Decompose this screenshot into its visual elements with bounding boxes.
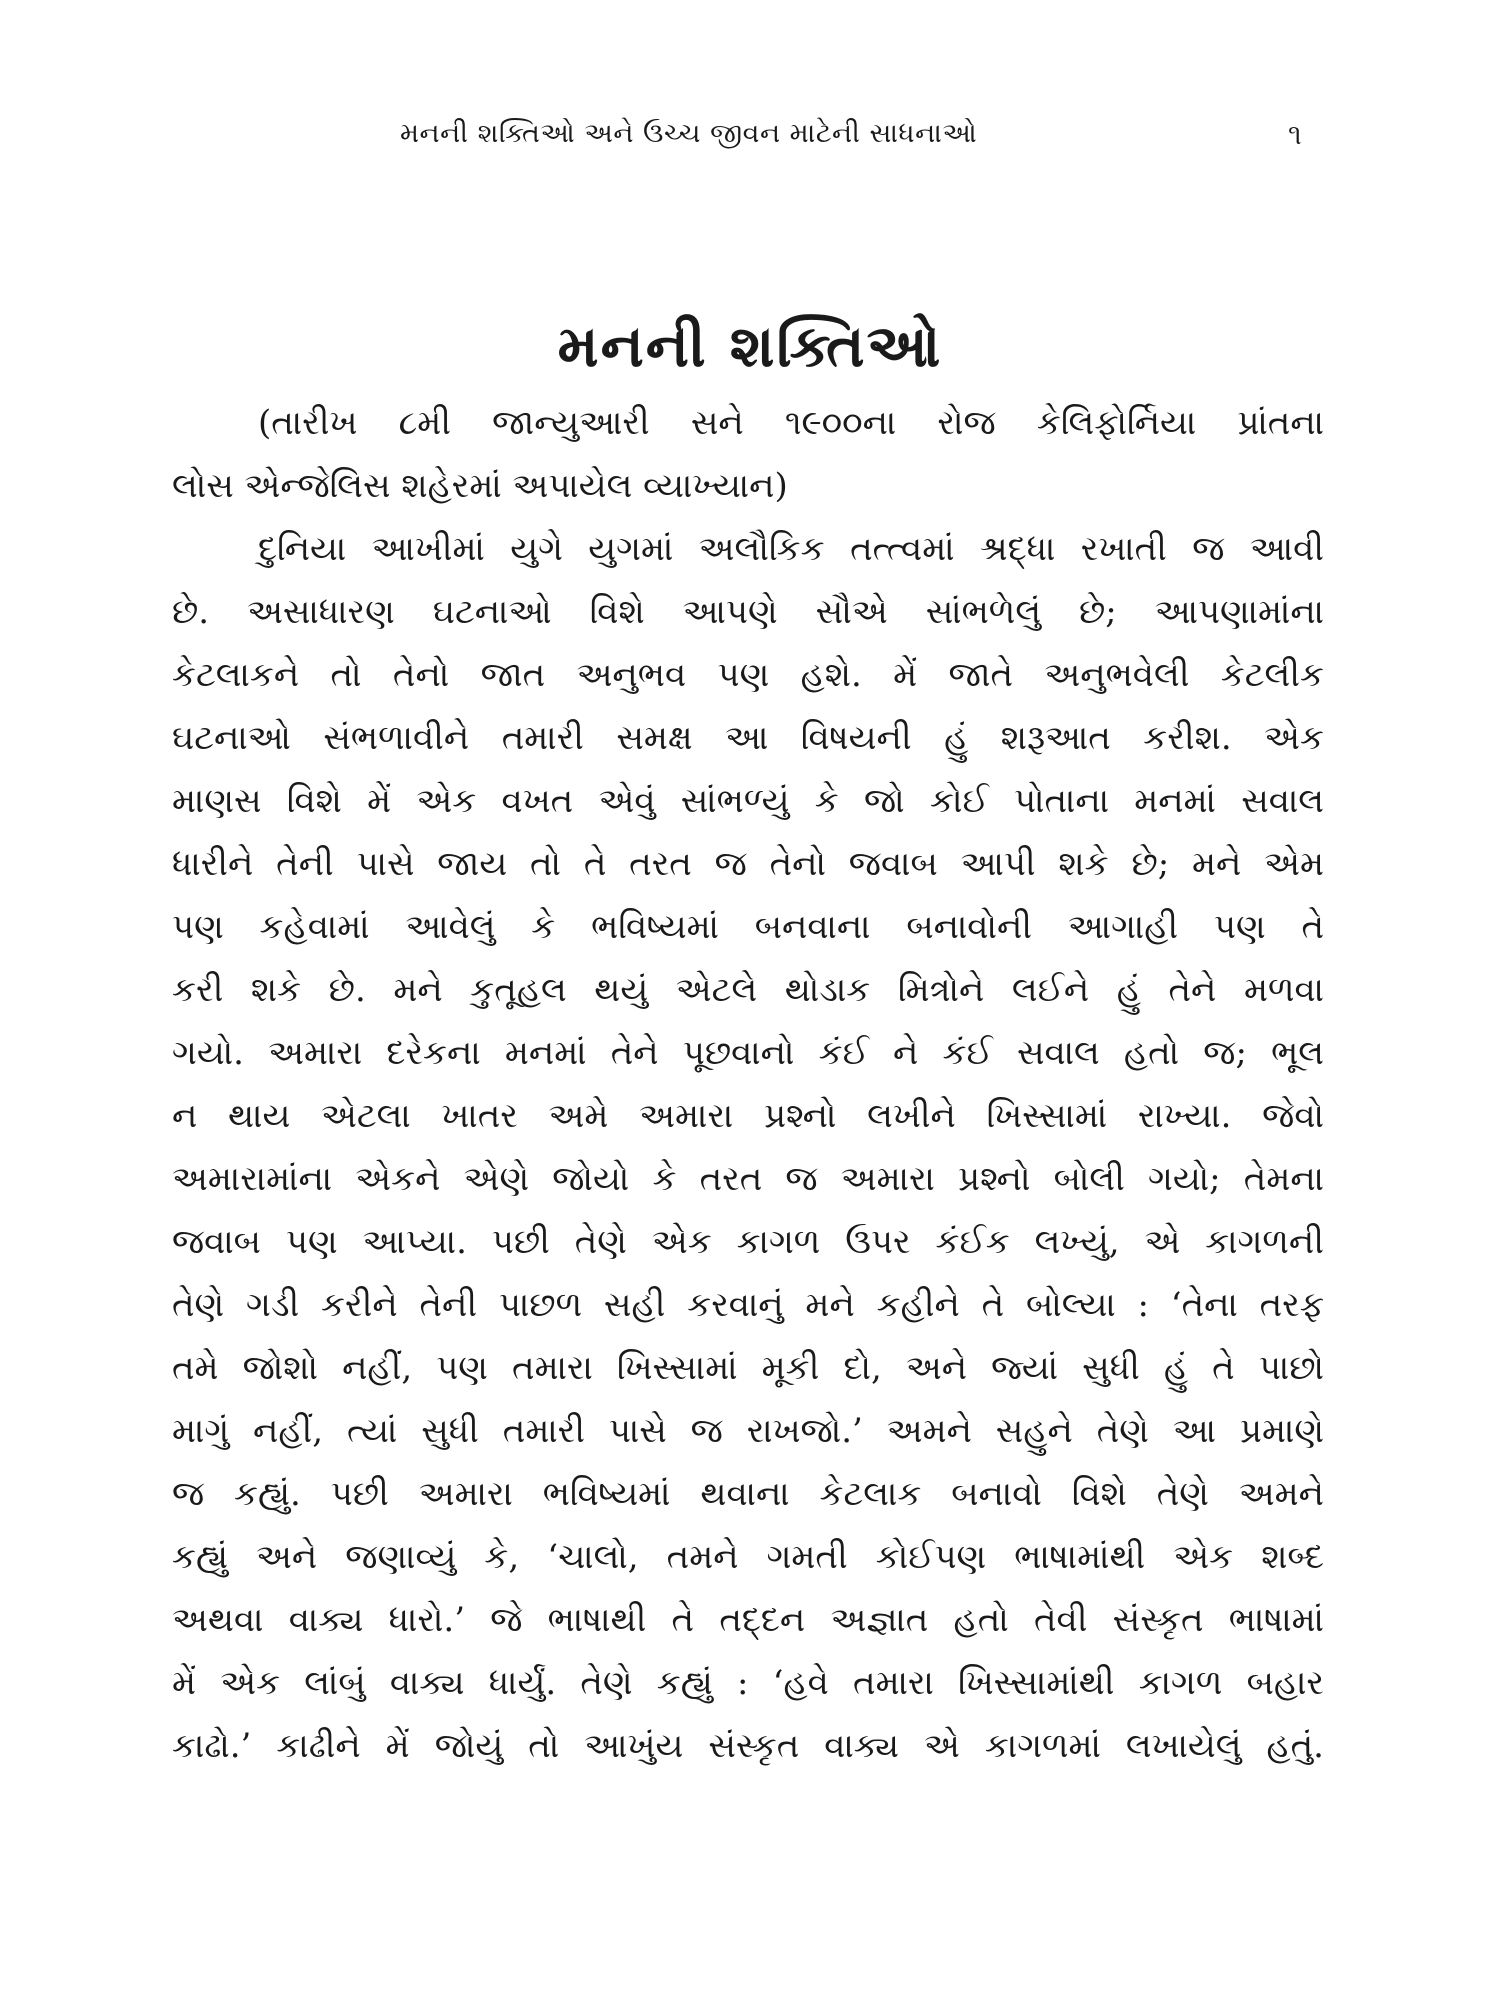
text-line: તેણે ગડી કરીને તેની પાછળ સહી કરવાનું મને કહીને તે બોલ્યા : ‘તેના તરફ bbox=[172, 1285, 1324, 1325]
text-line: ગયો. અમારા દરેકના મનમાં તેને પૂછવાનો કંઈ ને કંઈ સવાલ હતો જ; ભૂલ bbox=[172, 1033, 1324, 1073]
text-line: કેટલાકને તો તેનો જાત અનુભવ પણ હશે. મેં જાતે અનુભવેલી કેટલીક bbox=[172, 655, 1324, 695]
text-line: (તારીખ ૮મી જાન્યુઆરી સને ૧૯૦૦ના રોજ કેલિફોર્નિયા પ્રાંતના bbox=[258, 403, 1324, 443]
text-line: છે. અસાધારણ ઘટનાઓ વિશે આપણે સૌએ સાંભળેલું છે; આપણામાંના bbox=[172, 592, 1324, 632]
text-line: અમારામાંના એકને એણે જોયો કે તરત જ અમારા પ્રશ્નો બોલી ગયો; તેમના bbox=[172, 1159, 1324, 1199]
text-line: ધારીને તેની પાસે જાય તો તે તરત જ તેનો જવાબ આપી શકે છે; મને એમ bbox=[172, 844, 1324, 884]
intro-paragraph bbox=[172, 392, 1324, 518]
text-line: મેં એક લાંબું વાક્ય ધાર્યું. તેણે કહ્યું : ‘હવે તમારા ખિસ્સામાંથી કાગળ બહાર bbox=[172, 1663, 1324, 1703]
body-paragraph bbox=[172, 518, 1324, 1778]
text-line: કાઢો.’ કાઢીને મેં જોયું તો આખુંય સંસ્કૃત વાક્ય એ કાગળમાં લખાયેલું હતું. bbox=[172, 1726, 1324, 1766]
text-line: કહ્યું અને જણાવ્યું કે, ‘ચાલો, તમને ગમતી કોઈપણ ભાષામાંથી એક શબ્દ bbox=[172, 1537, 1324, 1577]
running-header-title: મનની શક્તિઓ અને ઉચ્ચ જીવન માટેની સાધનાઓ bbox=[400, 118, 978, 149]
text-line: ન થાય એટલા ખાતર અમે અમારા પ્રશ્નો લખીને ખિસ્સામાં રાખ્યા. જેવો bbox=[172, 1096, 1324, 1136]
text-line: જ કહ્યું. પછી અમારા ભવિષ્યમાં થવાના કેટલાક બનાવો વિશે તેણે અમને bbox=[172, 1474, 1324, 1514]
chapter-body bbox=[172, 392, 1324, 1778]
text-line: લોસ એન્જેલિસ શહેરમાં અપાયેલ વ્યાખ્યાન) bbox=[172, 466, 788, 506]
text-line: તમે જોશો નહીં, પણ તમારા ખિસ્સામાં મૂકી દો, અને જ્યાં સુધી હું તે પાછો bbox=[172, 1348, 1324, 1388]
text-line: અથવા વાક્ય ધારો.’ જે ભાષાથી તે તદ્દન અજ્ઞાત હતો તેવી સંસ્કૃત ભાષામાં bbox=[172, 1600, 1324, 1640]
text-line: ઘટનાઓ સંભળાવીને તમારી સમક્ષ આ વિષયની હું શરૂઆત કરીશ. એક bbox=[172, 718, 1324, 758]
text-line: કરી શકે છે. મને કુતૂહલ થયું એટલે થોડાક મિત્રોને લઈને હું તેને મળવા bbox=[172, 970, 1324, 1010]
text-line: દુનિયા આખીમાં યુગે યુગમાં અલૌકિક તત્ત્વમાં શ્રદ્ધા રખાતી જ આવી bbox=[258, 529, 1324, 569]
text-line: જવાબ પણ આપ્યા. પછી તેણે એક કાગળ ઉપર કંઈક લખ્યું, એ કાગળની bbox=[172, 1222, 1324, 1262]
text-line: પણ કહેવામાં આવેલું કે ભવિષ્યમાં બનવાના બનાવોની આગાહી પણ તે bbox=[172, 907, 1324, 947]
page-number: ૧ bbox=[1288, 118, 1302, 151]
text-line: માણસ વિશે મેં એક વખત એવું સાંભળ્યું કે જો કોઈ પોતાના મનમાં સવાલ bbox=[172, 781, 1324, 821]
text-line: માગું નહીં, ત્યાં સુધી તમારી પાસે જ રાખજો.’ અમને સહુને તેણે આ પ્રમાણે bbox=[172, 1411, 1324, 1451]
chapter-title: મનની શક્તિઓ bbox=[557, 312, 943, 380]
